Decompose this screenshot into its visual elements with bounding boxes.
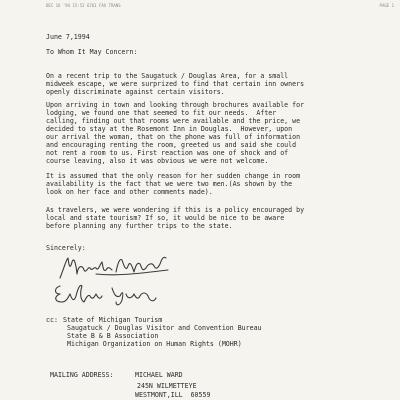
mailing-city: WESTMONT,ILL 60559 (135, 391, 211, 399)
paragraph-1-line-1: On a recent trip to the Saugatuck / Douglas Area, for a small (46, 72, 289, 80)
paragraph-2-line-6: and encouraging renting the room, greeted us and said she could (46, 141, 297, 149)
mailing-street: 245N WILMETTEYE (137, 382, 197, 390)
cc-line-4: Michigan Organization on Human Rights (MOHR) (67, 340, 242, 348)
letter-date: June 7,1994 (46, 33, 90, 41)
closing: Sincerely: (46, 244, 86, 252)
cc-line-1: State of Michigan Tourism (63, 316, 163, 324)
paragraph-4-line-2: local and state tourism? If so, it would be nice to be aware (46, 214, 285, 222)
mailing-name: MICHAEL WARD (135, 371, 183, 379)
signature-edward-young (50, 280, 170, 308)
cc-line-2: Saugatuck / Douglas Visitor and Convention Bureau (67, 324, 262, 332)
paragraph-1-line-2: midweek escape, we were surprized to find that certain inn owners (46, 80, 305, 88)
cc-line-3: State B & B Association (67, 332, 159, 340)
salutation: To Whom It May Concern: (46, 48, 138, 56)
paragraph-3-line-1: It is assumed that the only reason for her sudden change in room (46, 172, 301, 180)
paragraph-2-line-1: Upon arriving in town and looking through brochures available for (46, 101, 305, 109)
signature-michael-ward (56, 252, 176, 282)
paragraph-4-line-3: before planning any further trips to the state. (46, 222, 233, 230)
paragraph-3-line-2: availability is the fact that we were two men.(As shown by the (46, 180, 293, 188)
paragraph-1-line-3: openly discriminate against certain visitors. (46, 88, 225, 96)
paragraph-2-line-2: lodging, we found one that seemed to fit our needs. After (46, 109, 277, 117)
fax-header (46, 3, 396, 11)
paragraph-3-line-3: look on her face and other comments made). (46, 188, 213, 196)
cc-label: cc: (46, 316, 58, 324)
paragraph-2-line-7: not rent a room to us. First reaction was one of shock and of (46, 149, 289, 157)
paragraph-2-line-8: course leaving, also it was obvious we were not welcome. (46, 157, 269, 165)
mailing-address-label: MAILING ADDRESS: (50, 371, 114, 379)
fax-header-page: PAGE 1 (379, 3, 394, 8)
paragraph-2-line-5: our arrival the woman, that on the phone was full of information (46, 133, 301, 141)
paragraph-2-line-4: decided to stay at the Rosemont Inn in Douglas. However, upon (46, 125, 293, 133)
fax-header-left: DEC 16 '94 15:52 6761 FAX TRANS (46, 3, 121, 8)
paragraph-2-line-3: calling, finding out that rooms were available and the price, we (46, 117, 301, 125)
paragraph-4-line-1: As travelers, we were wondering if this is a policy encouraged by (46, 206, 305, 214)
